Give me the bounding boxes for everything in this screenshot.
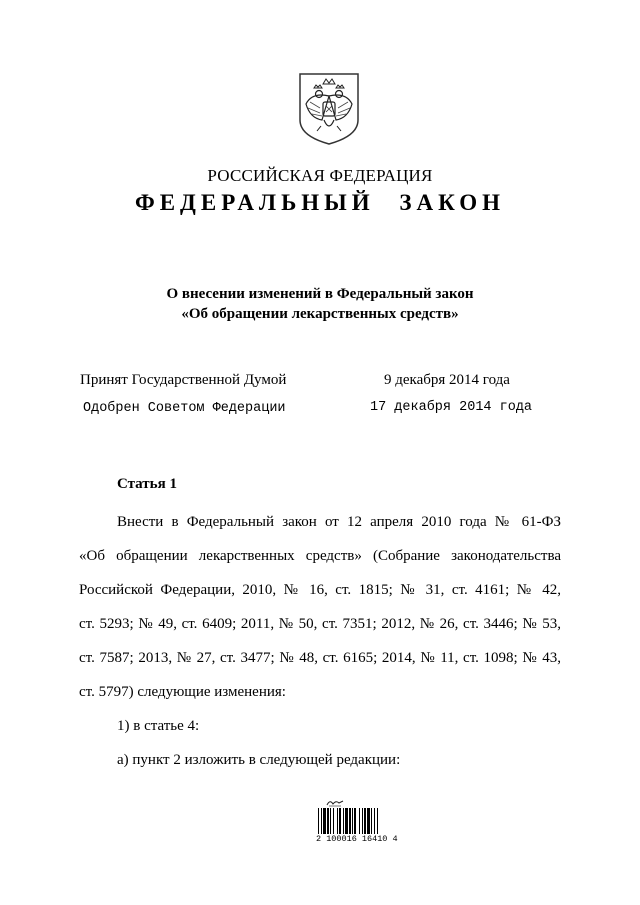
article-heading: Статья 1 xyxy=(117,476,177,492)
law-title-line-1: О внесении изменений в Федеральный закон xyxy=(166,286,474,302)
law-type-heading: ФЕДЕРАЛЬНЫЙ ЗАКОН xyxy=(134,190,506,215)
coat-of-arms-icon xyxy=(292,70,366,146)
article-item-a: а) пункт 2 изложить в следующей редакции: xyxy=(117,752,401,768)
council-approval-date: 17 декабря 2014 года xyxy=(370,400,533,415)
article-line-4: ст. 5293; № 49, ст. 6409; 2011, № 50, ст. 7351; 2012, № 26, ст. 3446; № 53, xyxy=(79,616,561,632)
barcode xyxy=(316,798,400,848)
barcode-number: 2 100016 16410 4 xyxy=(316,834,398,844)
barcode-icon xyxy=(318,808,398,834)
country-heading: РОССИЙСКАЯ ФЕДЕРАЦИЯ xyxy=(207,166,433,185)
duma-adoption-label: Принят Государственной Думой xyxy=(80,372,287,388)
article-line-1: Внести в Федеральный закон от 12 апреля 2010 года № 61-ФЗ xyxy=(117,514,561,530)
handwritten-mark-icon xyxy=(326,798,344,807)
article-line-3: Российской Федерации, 2010, № 16, ст. 1815; № 31, ст. 4161; № 42, xyxy=(79,582,561,598)
council-approval-label: Одобрен Советом Федерации xyxy=(83,401,286,416)
article-line-6: ст. 5797) следующие изменения: xyxy=(79,684,286,700)
article-line-5: ст. 7587; 2013, № 27, ст. 3477; № 48, ст. 6165; 2014, № 11, ст. 1098; № 43, xyxy=(79,650,561,666)
article-body xyxy=(79,505,561,777)
law-title xyxy=(0,284,640,324)
article-line-2: «Об обращении лекарственных средств» (Собрание законодательства xyxy=(79,548,561,564)
duma-adoption-date: 9 декабря 2014 года xyxy=(384,372,510,388)
article-item-1: 1) в статье 4: xyxy=(117,718,200,734)
law-title-line-2: «Об обращении лекарственных средств» xyxy=(181,306,459,322)
